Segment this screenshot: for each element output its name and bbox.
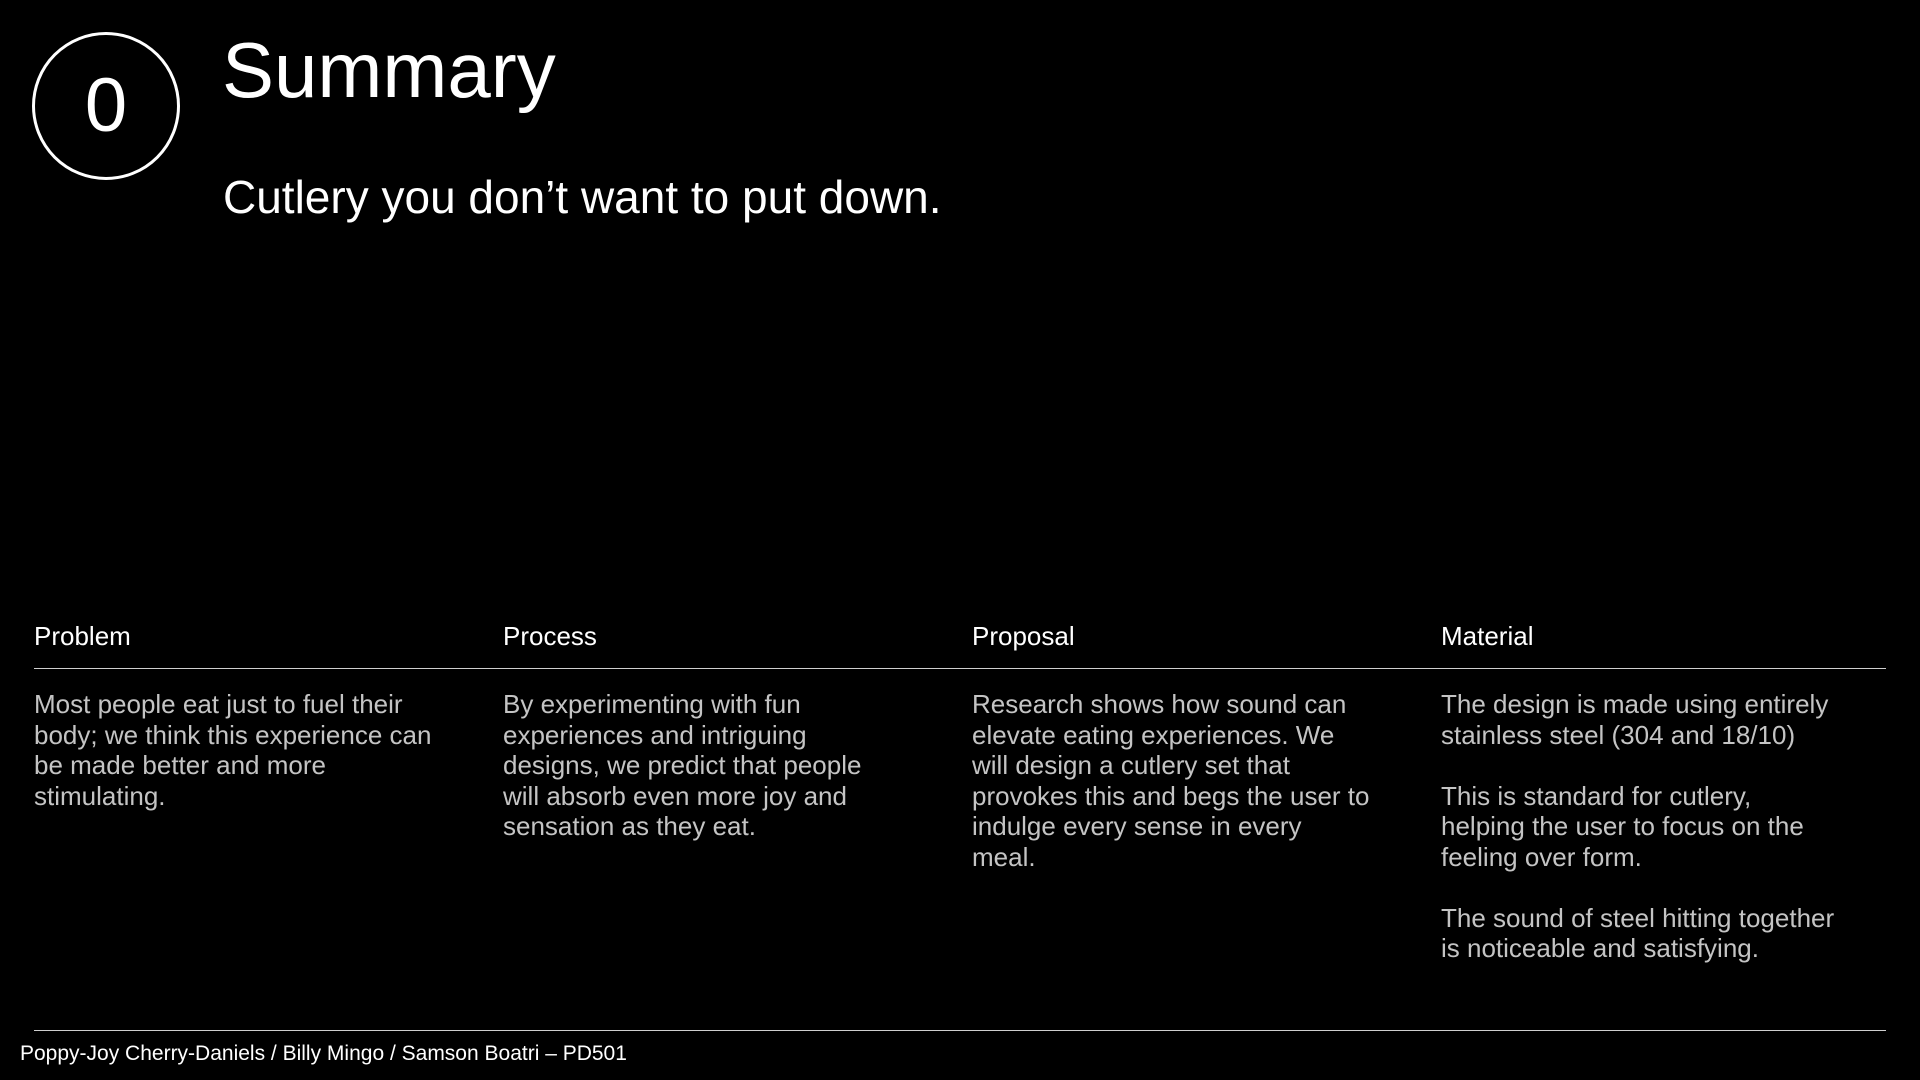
column-heading-proposal: Proposal	[972, 621, 1075, 651]
column-headings	[34, 618, 1886, 668]
page-title: Summary	[222, 26, 556, 114]
problem-text: Most people eat just to fuel their body; we think this experience can be made better and more stimulating.	[34, 689, 432, 811]
material-text-1: The design is made using entirely stainless steel (304 and 18/10)	[1441, 689, 1829, 750]
column-bodies	[34, 689, 1886, 964]
column-body-process	[503, 689, 903, 964]
footer-credit: Poppy-Joy Cherry-Daniels / Billy Mingo / Samson Boatri – PD501	[20, 1042, 627, 1065]
column-body-problem	[34, 689, 434, 964]
column-body-material	[1441, 689, 1841, 964]
column-divider	[34, 668, 1886, 669]
column-heading-material: Material	[1441, 621, 1534, 651]
footer-divider	[34, 1030, 1886, 1031]
summary-columns	[34, 618, 1886, 964]
column-heading-problem: Problem	[34, 621, 131, 651]
process-text: By experimenting with fun experiences and intriguing designs, we predict that people will absorb even more joy and sensation as they eat.	[503, 689, 862, 841]
column-body-proposal	[972, 689, 1372, 964]
material-text-2: This is standard for cutlery, helping the user to focus on the feeling over form.	[1441, 780, 1804, 872]
material-text-3: The sound of steel hitting together is noticeable and satisfying.	[1441, 902, 1835, 963]
proposal-text: Research shows how sound can elevate eating experiences. We will design a cutlery set that provokes this and begs the user to indulge every sense in every meal.	[972, 689, 1370, 872]
section-number: 0	[84, 63, 128, 148]
column-heading-process: Process	[503, 621, 597, 651]
section-number-badge	[32, 32, 180, 180]
page-subtitle: Cutlery you don’t want to put down.	[223, 171, 942, 223]
